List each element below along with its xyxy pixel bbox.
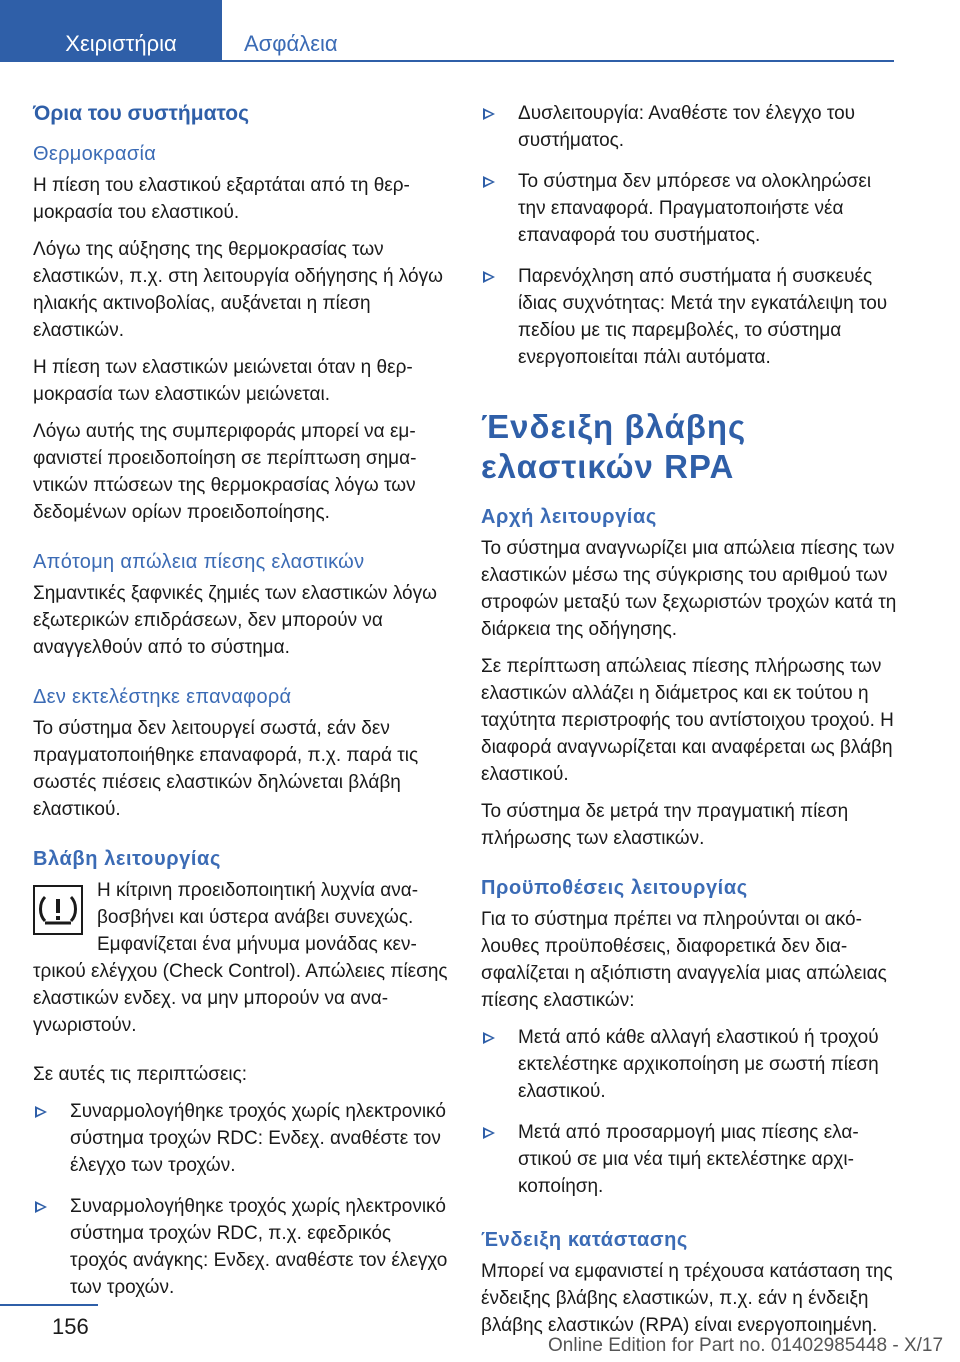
list-item bbox=[481, 168, 901, 249]
bullet-arrow-icon bbox=[35, 1201, 47, 1213]
list-item-text: Μετά από προσαρμογή μιας πίεσης ελαστικού σε μια νέα τιμή εκτελέστηκε αρχικοποίηση. bbox=[518, 1122, 859, 1197]
tab-controls[interactable]: Χειριστήρια bbox=[0, 0, 222, 62]
heading-status-display: Ένδειξη κατάστασης bbox=[481, 1229, 688, 1251]
list-item bbox=[33, 1098, 453, 1179]
list-item-text: Συναρμολογήθηκε τροχός χωρίς ηλεκτρονικό σύστημα τροχών RDC, π.χ. εφεδρικός τροχός ανάγκης: Ενδεχ. αναθέστε τον έλεγχο των τροχών. bbox=[70, 1196, 448, 1298]
paragraph: Μπορεί να εμφανιστεί η τρέχουσα κατάσταση της ένδειξης βλάβης ελαστικών, π.χ. εάν η ένδειξη βλάβης ελαστικών (RPA) είναι ενεργοποιημένη. bbox=[481, 1261, 893, 1336]
paragraph: Η κίτρινη προειδοποιητική λυχνία αναβοσβήνει και ύστερα ανάβει συνεχώς. Εμφανίζεται ένα μήνυμα μονάδας κεντρικού ελέγχου (Check Control). Απώλειες πίεσης ελαστικών ενδεχ. να μην μπορούν να αναγνωριστούν. bbox=[33, 880, 448, 1036]
header-divider bbox=[0, 60, 894, 62]
paragraph: Σε αυτές τις περιπτώσεις: bbox=[33, 1064, 248, 1085]
list-item bbox=[481, 263, 901, 371]
malfunction-case-list bbox=[33, 1098, 453, 1301]
paragraph: Η πίεση των ελαστικών μειώνεται όταν η θερμοκρασία των ελαστικών μειώνεται. bbox=[33, 357, 413, 405]
paragraph: Λόγω αυτής της συμπεριφοράς μπορεί να εμφανιστεί προειδοποίηση σε περίπτωση σημαντικών πτώσεων της θερμοκρασίας λόγω των δεδομένων ορίων προειδοποίησης. bbox=[33, 421, 417, 523]
bullet-arrow-icon bbox=[483, 176, 495, 188]
footer-divider bbox=[0, 1304, 98, 1306]
list-item bbox=[33, 1193, 453, 1301]
tab-safety[interactable]: Ασφάλεια bbox=[244, 31, 338, 56]
list-item bbox=[481, 1024, 901, 1105]
heading-temperature: Θερμοκρασία bbox=[33, 143, 157, 165]
section-title-system-limits: Όρια του συστήματος bbox=[33, 102, 250, 125]
paragraph: Σημαντικές ξαφνικές ζημιές των ελαστικών λόγω εξωτερικών επιδράσεων, δεν μπορούν να αναγγελθούν από το σύστημα. bbox=[33, 583, 437, 658]
list-item bbox=[481, 100, 901, 154]
edition-label: Online Edition for Part no. 01402985448 - X/17 bbox=[548, 1335, 944, 1356]
malfunction-case-list-continued bbox=[481, 100, 901, 371]
paragraph: Η πίεση του ελαστικού εξαρτάται από τη θερμοκρασία του ελαστικού. bbox=[33, 175, 410, 223]
bullet-arrow-icon bbox=[483, 1127, 495, 1139]
prerequisite-list bbox=[481, 1024, 901, 1200]
paragraph: Λόγω της αύξησης της θερμοκρασίας των ελαστικών, π.χ. στη λειτουργία οδήγησης ή λόγω ηλιακής ακτινοβολίας, αυξάνεται η πίεση ελαστικών. bbox=[33, 239, 443, 341]
section-title-rpa: Ένδειξη βλάβης ελαστικών RPA bbox=[481, 408, 747, 485]
list-item-text: Συναρμολογήθηκε τροχός χωρίς ηλεκτρονικό σύστημα τροχών RDC: Ενδεχ. αναθέστε τον έλεγχο των τροχών. bbox=[70, 1101, 446, 1176]
paragraph: Το σύστημα δεν λειτουργεί σωστά, εάν δεν πραγματοποιήθηκε επαναφορά, π.χ. παρά τις σωστές πιέσεις ελαστικών δηλώνεται βλάβη ελαστικού. bbox=[33, 718, 419, 820]
list-item-text: Δυσλειτουργία: Αναθέστε τον έλεγχο του συστήματος. bbox=[518, 103, 856, 151]
paragraph: Το σύστημα αναγνωρίζει μια απώλεια πίεσης των ελαστικών μέσω της σύγκρισης του αριθμού των στροφών μεταξύ των ξεχωριστών τροχών κατά τη διάρκεια της οδήγησης. bbox=[481, 538, 897, 640]
bullet-arrow-icon bbox=[483, 1032, 495, 1044]
heading-no-reset: Δεν εκτελέστηκε επαναφορά bbox=[33, 686, 292, 708]
bullet-arrow-icon bbox=[483, 271, 495, 283]
list-item-text: Παρενόχληση από συστήματα ή συσκευές ίδιας συχνότητας: Μετά την εγκατάλειψη του πεδίου με τις παρεμβολές, το σύστημα ενεργοποιείται πάλι αυτόματα. bbox=[518, 266, 888, 368]
page-header bbox=[0, 0, 960, 62]
list-item-text: Μετά από κάθε αλλαγή ελαστικού ή τροχού εκτελέστηκε αρχικοποίηση με σωστή πίεση ελαστικού. bbox=[518, 1027, 879, 1102]
list-item bbox=[481, 1119, 901, 1200]
heading-malfunction: Βλάβη λειτουργίας bbox=[33, 848, 221, 870]
tire-pressure-warning-icon bbox=[33, 885, 83, 935]
bullet-arrow-icon bbox=[35, 1106, 47, 1118]
paragraph: Το σύστημα δε μετρά την πραγματική πίεση πλήρωσης των ελαστικών. bbox=[481, 801, 849, 849]
paragraph: Για το σύστημα πρέπει να πληρούνται οι ακόλουθες προϋποθέσεις, διαφορετικά δεν διασφαλίζεται η αξιόπιστη αναγγελία μιας απώλειας πίεσης ελαστικών: bbox=[481, 909, 887, 1011]
heading-principle: Αρχή λειτουργίας bbox=[481, 506, 657, 528]
list-item-text: Το σύστημα δεν μπόρεσε να ολοκληρώσει την επαναφορά. Πραγματοποιήστε νέα επαναφορά του συστήματος. bbox=[518, 171, 872, 246]
page-number: 156 bbox=[52, 1314, 89, 1339]
bullet-arrow-icon bbox=[483, 108, 495, 120]
right-column bbox=[481, 100, 901, 1349]
malfunction-block bbox=[33, 877, 453, 1039]
paragraph: Σε περίπτωση απώλειας πίεσης πλήρωσης των ελαστικών αλλάζει η διάμετρος και εκ τούτου η ταχύτητα περιστροφής του αντίστοιχου τροχού. Η διαφορά αναγνωρίζεται και αναφέρεται ως βλάβη ελαστικού. bbox=[481, 656, 894, 785]
left-column bbox=[33, 100, 453, 1315]
heading-prerequisites: Προϋποθέσεις λειτουργίας bbox=[481, 877, 748, 899]
heading-sudden-pressure-loss: Απότομη απώλεια πίεσης ελαστικών bbox=[33, 551, 365, 573]
